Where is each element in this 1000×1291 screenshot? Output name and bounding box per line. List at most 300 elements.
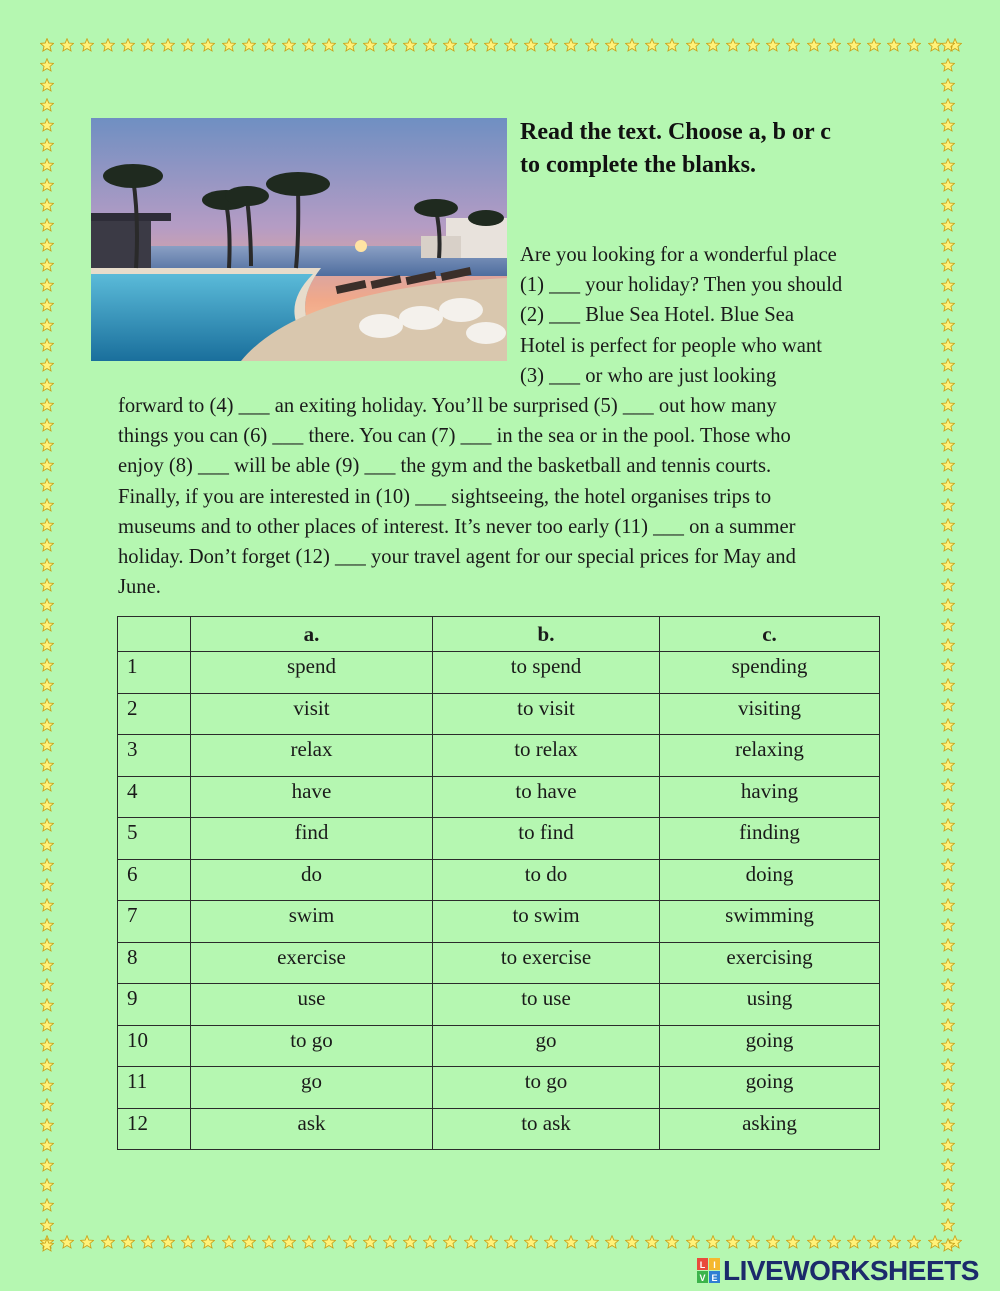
option-cell: doing: [660, 859, 880, 901]
star-icon: [645, 38, 659, 52]
option-cell: to relax: [433, 735, 660, 777]
star-icon: [941, 518, 955, 532]
star-icon: [40, 118, 54, 132]
star-icon: [786, 38, 800, 52]
star-icon: [941, 1118, 955, 1132]
row-number-cell: 11: [118, 1067, 191, 1109]
star-icon: [941, 438, 955, 452]
star-icon: [40, 438, 54, 452]
star-icon: [403, 1235, 417, 1249]
star-icon: [941, 958, 955, 972]
star-icon: [40, 218, 54, 232]
star-icon: [941, 758, 955, 772]
star-icon: [867, 1235, 881, 1249]
star-icon: [40, 758, 54, 772]
star-icon: [941, 598, 955, 612]
star-icon: [40, 238, 54, 252]
row-number-cell: 1: [118, 652, 191, 694]
option-cell: to use: [433, 984, 660, 1026]
star-icon: [242, 1235, 256, 1249]
star-icon: [605, 1235, 619, 1249]
star-icon: [40, 898, 54, 912]
row-number-cell: 5: [118, 818, 191, 860]
star-icon: [101, 38, 115, 52]
table-row: [118, 735, 880, 777]
star-icon: [941, 678, 955, 692]
star-icon: [40, 798, 54, 812]
star-icon: [40, 1118, 54, 1132]
table-row: [118, 1108, 880, 1150]
star-icon: [181, 38, 195, 52]
option-cell: swim: [191, 901, 433, 943]
option-cell: to find: [433, 818, 660, 860]
star-icon: [40, 918, 54, 932]
star-icon: [403, 38, 417, 52]
option-cell: ask: [191, 1108, 433, 1150]
star-icon: [827, 38, 841, 52]
star-icon: [464, 38, 478, 52]
star-icon: [40, 978, 54, 992]
answer-options-table: [117, 616, 880, 1150]
star-icon: [625, 1235, 639, 1249]
star-icon: [201, 38, 215, 52]
star-icon: [524, 1235, 538, 1249]
option-cell: spending: [660, 652, 880, 694]
star-icon: [40, 678, 54, 692]
star-icon: [423, 1235, 437, 1249]
star-icon: [941, 338, 955, 352]
star-icon: [40, 58, 54, 72]
table-row: [118, 984, 880, 1026]
star-icon: [322, 1235, 336, 1249]
table-header-cell: c.: [660, 617, 880, 652]
star-icon: [40, 358, 54, 372]
liveworksheets-logo-icon: [697, 1258, 721, 1284]
star-icon: [941, 298, 955, 312]
instructions-line: to complete the blanks.: [520, 152, 756, 178]
option-cell: go: [191, 1067, 433, 1109]
instructions-line: Read the text. Choose a, b or c: [520, 119, 831, 145]
star-icon: [60, 1235, 74, 1249]
star-icon: [941, 118, 955, 132]
star-icon: [60, 38, 74, 52]
passage-line: Finally, if you are interested in (10) ___ sightseeing, the hotel organises trips to: [118, 485, 772, 508]
table-row: [118, 776, 880, 818]
star-icon: [887, 38, 901, 52]
option-cell: do: [191, 859, 433, 901]
option-cell: use: [191, 984, 433, 1026]
star-icon: [40, 1158, 54, 1172]
star-icon: [941, 838, 955, 852]
star-icon: [141, 38, 155, 52]
star-icon: [706, 1235, 720, 1249]
star-icon: [40, 538, 54, 552]
star-icon: [484, 1235, 498, 1249]
star-icon: [443, 38, 457, 52]
star-icon: [941, 98, 955, 112]
row-number-cell: 2: [118, 693, 191, 735]
star-icon: [941, 198, 955, 212]
star-icon: [941, 858, 955, 872]
passage-line: (3) ___ or who are just looking: [520, 364, 777, 387]
star-icon: [941, 478, 955, 492]
star-icon: [585, 38, 599, 52]
star-icon: [383, 1235, 397, 1249]
star-icon: [807, 1235, 821, 1249]
star-icon: [40, 778, 54, 792]
star-icon: [941, 398, 955, 412]
option-cell: to exercise: [433, 942, 660, 984]
star-icon: [665, 38, 679, 52]
star-icon: [40, 838, 54, 852]
table-row: [118, 1067, 880, 1109]
star-icon: [201, 1235, 215, 1249]
passage-line: enjoy (8) ___ will be able (9) ___ the gym and the basketball and tennis courts.: [118, 455, 772, 478]
row-number-cell: 3: [118, 735, 191, 777]
star-icon: [941, 1178, 955, 1192]
star-icon: [40, 1198, 54, 1212]
option-cell: going: [660, 1067, 880, 1109]
star-icon: [40, 98, 54, 112]
star-icon: [443, 1235, 457, 1249]
liveworksheets-logo: [697, 1256, 979, 1286]
star-icon: [686, 38, 700, 52]
star-icon: [941, 1098, 955, 1112]
star-icon: [941, 238, 955, 252]
star-border-bottom: [40, 1235, 962, 1251]
star-icon: [941, 698, 955, 712]
star-icon: [941, 738, 955, 752]
star-icon: [746, 38, 760, 52]
option-cell: to visit: [433, 693, 660, 735]
option-cell: relaxing: [660, 735, 880, 777]
star-icon: [343, 38, 357, 52]
star-icon: [941, 498, 955, 512]
star-icon: [706, 38, 720, 52]
star-icon: [222, 38, 236, 52]
star-icon: [585, 1235, 599, 1249]
star-icon: [786, 1235, 800, 1249]
option-cell: going: [660, 1025, 880, 1067]
star-icon: [941, 558, 955, 572]
star-icon: [605, 38, 619, 52]
hotel-pool-photo: [91, 118, 507, 361]
star-icon: [343, 1235, 357, 1249]
star-icon: [941, 1218, 955, 1232]
star-icon: [40, 1078, 54, 1092]
table-row: [118, 1025, 880, 1067]
table-row: [118, 942, 880, 984]
star-icon: [40, 138, 54, 152]
star-icon: [484, 38, 498, 52]
star-icon: [40, 338, 54, 352]
star-icon: [40, 258, 54, 272]
star-icon: [544, 1235, 558, 1249]
option-cell: to swim: [433, 901, 660, 943]
option-cell: swimming: [660, 901, 880, 943]
row-number-cell: 7: [118, 901, 191, 943]
option-cell: spend: [191, 652, 433, 694]
passage-line: forward to (4) ___ an exiting holiday. You’ll be surprised (5) ___ out how many: [118, 395, 777, 417]
star-icon: [941, 178, 955, 192]
star-icon: [941, 1078, 955, 1092]
star-icon: [941, 718, 955, 732]
star-icon: [941, 898, 955, 912]
star-icon: [746, 1235, 760, 1249]
star-icon: [941, 1158, 955, 1172]
table-header-row: [118, 617, 880, 652]
row-number-cell: 6: [118, 859, 191, 901]
star-icon: [766, 38, 780, 52]
star-icon: [686, 1235, 700, 1249]
star-icon: [941, 278, 955, 292]
star-icon: [40, 698, 54, 712]
option-cell: to have: [433, 776, 660, 818]
star-icon: [941, 618, 955, 632]
star-icon: [40, 858, 54, 872]
star-icon: [40, 578, 54, 592]
table-header-cell: b.: [433, 617, 660, 652]
star-icon: [262, 1235, 276, 1249]
star-icon: [40, 878, 54, 892]
star-icon: [40, 318, 54, 332]
star-border-top: [40, 38, 962, 54]
star-icon: [40, 598, 54, 612]
star-icon: [544, 38, 558, 52]
table-row: [118, 693, 880, 735]
star-icon: [302, 1235, 316, 1249]
star-icon: [887, 1235, 901, 1249]
star-icon: [524, 38, 538, 52]
table-row: [118, 901, 880, 943]
star-icon: [40, 478, 54, 492]
passage-line: holiday. Don’t forget (12) ___ your travel agent for our special prices for May and: [118, 546, 796, 569]
star-icon: [282, 38, 296, 52]
star-icon: [40, 718, 54, 732]
star-icon: [941, 818, 955, 832]
star-icon: [121, 1235, 135, 1249]
star-icon: [941, 638, 955, 652]
passage-line: museums and to other places of interest. It’s never too early (11) ___ on a summer: [118, 515, 796, 538]
row-number-cell: 9: [118, 984, 191, 1026]
star-icon: [941, 878, 955, 892]
star-icon: [726, 1235, 740, 1249]
svg-text:V: V: [699, 1273, 706, 1283]
star-icon: [941, 978, 955, 992]
star-icon: [941, 358, 955, 372]
star-icon: [941, 918, 955, 932]
star-icon: [941, 938, 955, 952]
star-icon: [40, 938, 54, 952]
star-icon: [907, 1235, 921, 1249]
passage-line: June.: [118, 576, 161, 599]
table-header-cell: a.: [191, 617, 433, 652]
star-icon: [40, 398, 54, 412]
star-icon: [80, 38, 94, 52]
option-cell: to do: [433, 859, 660, 901]
star-icon: [302, 38, 316, 52]
star-icon: [40, 198, 54, 212]
star-icon: [766, 1235, 780, 1249]
star-icon: [928, 38, 942, 52]
star-icon: [941, 1238, 955, 1252]
option-cell: to ask: [433, 1108, 660, 1150]
passage-line: things you can (6) ___ there. You can (7) ___ in the sea or in the pool. Those who: [118, 425, 791, 448]
star-icon: [726, 38, 740, 52]
row-number-cell: 10: [118, 1025, 191, 1067]
star-icon: [101, 1235, 115, 1249]
star-icon: [941, 798, 955, 812]
star-icon: [40, 658, 54, 672]
star-icon: [941, 78, 955, 92]
star-icon: [941, 458, 955, 472]
star-icon: [941, 58, 955, 72]
star-icon: [941, 1058, 955, 1072]
star-icon: [907, 38, 921, 52]
star-icon: [564, 38, 578, 52]
star-icon: [242, 38, 256, 52]
option-cell: to go: [191, 1025, 433, 1067]
star-icon: [941, 538, 955, 552]
star-icon: [504, 38, 518, 52]
table-header-cell: [118, 617, 191, 652]
star-icon: [625, 38, 639, 52]
star-icon: [40, 1218, 54, 1232]
instructions-heading: [520, 116, 880, 182]
star-icon: [941, 318, 955, 332]
table-row: [118, 859, 880, 901]
option-cell: having: [660, 776, 880, 818]
star-icon: [941, 158, 955, 172]
star-icon: [941, 138, 955, 152]
table-body: [118, 652, 880, 1150]
star-icon: [941, 658, 955, 672]
star-icon: [665, 1235, 679, 1249]
star-icon: [941, 1038, 955, 1052]
passage-line: (1) ___ your holiday? Then you should: [520, 274, 843, 297]
star-icon: [181, 1235, 195, 1249]
star-icon: [40, 1238, 54, 1252]
star-icon: [40, 958, 54, 972]
option-cell: have: [191, 776, 433, 818]
star-icon: [941, 578, 955, 592]
star-icon: [40, 1058, 54, 1072]
passage-beside-photo: [520, 240, 900, 391]
star-icon: [161, 1235, 175, 1249]
star-icon: [222, 1235, 236, 1249]
option-cell: to spend: [433, 652, 660, 694]
star-icon: [40, 998, 54, 1012]
star-icon: [867, 38, 881, 52]
row-number-cell: 12: [118, 1108, 191, 1150]
star-icon: [941, 378, 955, 392]
option-cell: exercising: [660, 942, 880, 984]
option-cell: visiting: [660, 693, 880, 735]
star-icon: [363, 38, 377, 52]
star-icon: [80, 1235, 94, 1249]
star-icon: [941, 258, 955, 272]
star-icon: [141, 1235, 155, 1249]
star-icon: [40, 558, 54, 572]
passage-full-width: [118, 391, 898, 602]
star-icon: [564, 1235, 578, 1249]
option-cell: to go: [433, 1067, 660, 1109]
star-icon: [40, 1098, 54, 1112]
star-icon: [121, 38, 135, 52]
star-icon: [40, 278, 54, 292]
svg-text:E: E: [711, 1273, 718, 1283]
star-icon: [40, 178, 54, 192]
star-icon: [40, 298, 54, 312]
star-icon: [941, 1198, 955, 1212]
table-row: [118, 818, 880, 860]
option-cell: finding: [660, 818, 880, 860]
star-icon: [941, 38, 955, 52]
star-icon: [40, 518, 54, 532]
star-icon: [161, 38, 175, 52]
star-border-left: [40, 38, 56, 1252]
star-icon: [40, 638, 54, 652]
star-icon: [847, 1235, 861, 1249]
passage-line: Are you looking for a wonderful place: [520, 244, 837, 266]
star-icon: [282, 1235, 296, 1249]
star-icon: [941, 998, 955, 1012]
option-cell: using: [660, 984, 880, 1026]
option-cell: relax: [191, 735, 433, 777]
star-icon: [40, 738, 54, 752]
star-icon: [40, 78, 54, 92]
row-number-cell: 8: [118, 942, 191, 984]
svg-text:I: I: [713, 1260, 716, 1270]
star-icon: [941, 218, 955, 232]
star-icon: [941, 778, 955, 792]
star-icon: [40, 38, 54, 52]
star-icon: [40, 498, 54, 512]
star-icon: [262, 38, 276, 52]
star-icon: [645, 1235, 659, 1249]
star-icon: [40, 378, 54, 392]
star-icon: [40, 1178, 54, 1192]
star-icon: [423, 38, 437, 52]
option-cell: asking: [660, 1108, 880, 1150]
option-cell: go: [433, 1025, 660, 1067]
star-icon: [40, 158, 54, 172]
star-icon: [40, 458, 54, 472]
option-cell: find: [191, 818, 433, 860]
star-icon: [464, 1235, 478, 1249]
star-icon: [941, 1018, 955, 1032]
star-icon: [40, 1018, 54, 1032]
star-icon: [847, 38, 861, 52]
row-number-cell: 4: [118, 776, 191, 818]
star-icon: [40, 618, 54, 632]
passage-line: (2) ___ Blue Sea Hotel. Blue Sea: [520, 304, 794, 327]
star-border-right: [941, 38, 957, 1252]
option-cell: visit: [191, 693, 433, 735]
star-icon: [807, 38, 821, 52]
star-icon: [928, 1235, 942, 1249]
star-icon: [363, 1235, 377, 1249]
star-icon: [941, 418, 955, 432]
star-icon: [504, 1235, 518, 1249]
svg-text:L: L: [699, 1260, 706, 1270]
star-icon: [383, 38, 397, 52]
option-cell: exercise: [191, 942, 433, 984]
star-icon: [40, 418, 54, 432]
star-icon: [941, 1138, 955, 1152]
star-icon: [40, 1138, 54, 1152]
table-row: [118, 652, 880, 694]
